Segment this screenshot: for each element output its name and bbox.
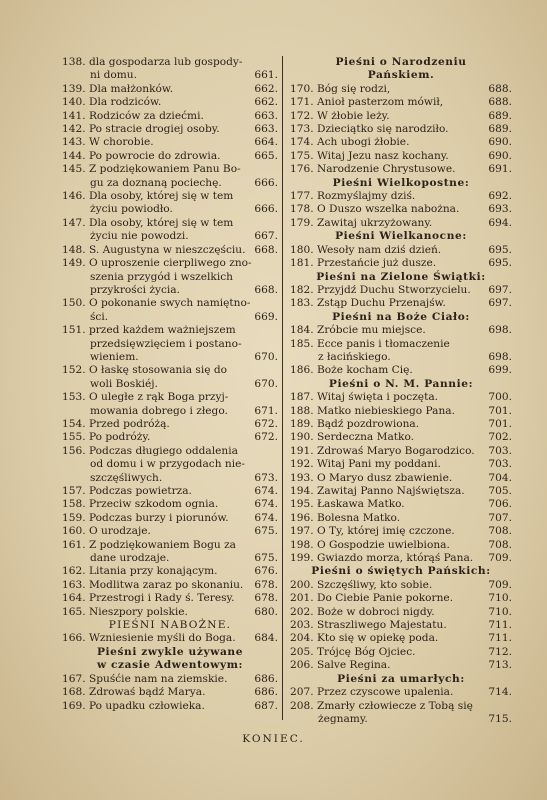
entry-page-number: 662. [254,82,278,95]
entry-page-number: 688. [488,96,512,109]
toc-entry [290,136,512,149]
toc-entry [290,110,512,123]
entry-page-number: 695. [488,257,512,270]
entry-title: 205. Trójcę Bóg Ojciec. [290,645,416,658]
entry-title: 186. Boże kocham Cię. [290,364,413,377]
entry-page-number: 698. [488,350,512,363]
entry-page-number: 670. [254,377,278,390]
toc-entry [290,418,512,431]
toc-entry [62,632,278,645]
entry-page-number: 705. [488,485,512,497]
entry-title-continuation: od domu i w przygodach nie- [90,458,245,471]
entry-title: 149. O uproszenie cierpliwego zno- [62,257,252,270]
toc-entry [290,431,512,444]
toc-entry [290,632,512,645]
entry-page-number: 692. [488,190,512,203]
toc-entry [290,606,512,619]
entry-page-number: 670. [254,350,278,363]
toc-entry [62,217,278,244]
section-heading: Pieśni Wielkanocne: [335,230,467,243]
entry-title-continuation: przedsięwzięciem i postano- [90,337,242,350]
entry-page-number: 676. [254,565,278,578]
toc-entry [290,391,512,404]
entry-title-continuation: żegnamy. [318,712,368,725]
entry-page-number: 689. [488,123,512,136]
entry-title: 160. O urodzaje. [62,525,151,538]
toc-entry [62,244,278,257]
entry-title: 155. Po podróży. [62,431,151,444]
toc-entry [290,659,512,672]
entry-page-number: 669. [254,310,278,323]
entry-page-number: 693. [488,203,512,216]
entry-title-continuation: mowania dobrego i złego. [90,404,228,417]
entry-page-number: 687. [254,699,278,712]
toc-entry [62,391,278,418]
toc-entry [62,579,278,592]
entry-page-number: 684. [254,632,278,645]
entry-title: 193. O Maryo dusz zbawienie. [290,471,453,484]
toc-entry [62,431,278,444]
entry-title: 179. Zawitaj ukrzyżowany. [290,216,433,229]
entry-page-number: 689. [488,109,512,122]
entry-title: 204. Kto się w opiekę poda. [290,632,439,645]
entry-page-number: 674. [254,485,278,497]
right-column [290,56,512,726]
toc-entry [62,445,278,485]
entry-page-number: 691. [488,163,512,176]
toc-entry [290,324,512,337]
entry-title: 158. Przeciw szkodom ognia. [62,498,219,511]
toc-entry [62,673,278,686]
entry-title-continuation: z łacińskiego. [318,350,391,363]
entry-page-number: 665. [254,149,278,162]
entry-title: 184. Zróbcie mu miejsce. [290,324,426,337]
entry-title: 163. Modlitwa zaraz po skonaniu. [62,578,244,591]
entry-title: 189. Bądź pozdrowiona. [290,417,420,430]
entry-title: 177. Rozmyślajmy dziś. [290,190,416,203]
entry-title: 169. Po upadku człowieka. [62,699,205,712]
toc-entry [62,56,278,83]
entry-page-number: 690. [488,136,512,149]
entry-title-continuation: ści. [90,310,109,323]
toc-entry [290,405,512,418]
toc-entry [62,565,278,578]
entry-title: 208. Zmarły człowiecze z Tobą się [290,699,473,712]
toc-entry [290,190,512,203]
entry-page-number: 702. [488,431,512,444]
entry-page-number: 668. [254,243,278,256]
toc-entry [290,297,512,310]
toc-entry [62,324,278,364]
section-heading: Pańskiem. [367,69,435,82]
entry-title: 154. Przed podróżą. [62,417,170,430]
entry-title-continuation: woli Boskiéj. [90,377,158,390]
entry-page-number: 662. [254,96,278,109]
toc-entry [62,257,278,297]
entry-page-number: 663. [254,123,278,136]
entry-title: 171. Anioł pasterzom mówił, [290,96,444,109]
toc-entry [290,338,512,365]
entry-title: 201. Do Ciebie Panie pokorne. [290,592,454,605]
entry-title-continuation: szenia przygód i wszelkich [90,270,233,283]
entry-title: 152. O łaskę stosowania się do [62,364,228,377]
entry-page-number: 704. [488,471,512,484]
toc-entry [62,96,278,109]
entry-title: 191. Zdrowaś Maryo Bogarodzico. [290,444,475,457]
entry-title-continuation: przykrości życia. [90,283,180,296]
entry-page-number: 700. [488,391,512,404]
entry-title-continuation: gu za doznaną pociechę. [90,176,222,189]
toc-entry [62,418,278,431]
entry-title: 162. Litania przy konającym. [62,565,218,578]
entry-title: 192. Witaj Pani my poddani. [290,458,441,471]
entry-title: 178. O Duszo wszelka nabożna. [290,203,460,216]
toc-entry [62,539,278,566]
entry-title: 203. Straszliwego Majestatu. [290,619,447,632]
toc-entry [290,498,512,511]
toc-entry [290,364,512,377]
entry-title-continuation: szczęśliwych. [90,471,163,484]
entry-page-number: 711. [488,632,512,645]
entry-title: 197. O Ty, której imię czczone. [290,525,455,538]
entry-page-number: 663. [254,109,278,122]
toc-entry [290,619,512,632]
entry-title: 190. Serdeczna Matko. [290,431,415,444]
toc-entry [62,83,278,96]
toc-entry [62,150,278,163]
left-column [62,56,278,713]
section-heading: Pieśni o Narodzeniu [335,56,467,68]
entry-page-number: 708. [488,525,512,538]
toc-entry [62,110,278,123]
entry-page-number: 678. [254,578,278,591]
entry-page-number: 703. [488,458,512,471]
entry-title: 185. Ecce panis i tłomaczenie [290,337,450,350]
entry-page-number: 697. [488,297,512,310]
entry-page-number: 698. [488,324,512,337]
entry-title: 175. Witaj Jezu nasz kochany. [290,149,449,162]
toc-entry [62,190,278,217]
entry-title: 207. Przez czyscowe upalenia. [290,686,454,699]
entry-title: 144. Po powrocie do zdrowia. [62,149,221,162]
entry-title: 142. Po stracie drogiej osoby. [62,123,220,136]
entry-title: 140. Dla rodziców. [62,96,162,109]
toc-entry [62,297,278,324]
entry-page-number: 667. [254,230,278,243]
entry-title-continuation: ni domu. [90,69,137,82]
entry-title-continuation: wieniem. [90,350,139,363]
toc-entry [290,163,512,176]
toc-entry [290,445,512,458]
toc-entry [290,150,512,163]
entry-page-number: 661. [254,69,278,82]
entry-title: 182. Przyjdź Duchu Stworzycielu. [290,283,471,296]
section-heading: PIEŚNI NABOŻNE. [108,619,232,632]
entry-page-number: 695. [488,243,512,256]
toc-entry [290,244,512,257]
entry-page-number: 701. [488,417,512,430]
toc-entry [290,646,512,659]
entry-page-number: 674. [254,511,278,524]
entry-title: 196. Bolesna Matko. [290,511,401,524]
entry-title: 138. dla gospodarza lub gospody- [62,56,243,68]
toc-entry [62,592,278,605]
entry-title: 183. Zstąp Duchu Przenajśw. [290,297,446,310]
entry-page-number: 703. [488,444,512,457]
toc-entry [62,606,278,619]
entry-page-number: 710. [488,592,512,605]
entry-title: 176. Narodzenie Chrystusowe. [290,163,456,176]
toc-entry [290,96,512,109]
toc-entry [290,539,512,552]
entry-page-number: 694. [488,216,512,229]
toc-entry [290,512,512,525]
entry-title: 167. Spuśćie nam na ziemskie. [62,672,228,685]
toc-entry [290,700,512,727]
entry-title: 174. Ach ubogi żłobie. [290,136,410,149]
entry-title: 164. Przestrogi i Rady ś. Teresy. [62,592,235,605]
section-heading: Pieśni Wielkopostne: [332,176,470,189]
entry-page-number: 706. [488,498,512,511]
entry-title: 139. Dla małżonków. [62,82,174,95]
entry-title: 195. Łaskawa Matko. [290,498,405,511]
entry-page-number: 710. [488,605,512,618]
entry-page-number: 671. [254,404,278,417]
entry-page-number: 688. [488,82,512,95]
entry-title: 159. Podczas burzy i piorunów. [62,511,229,524]
toc-entry [62,512,278,525]
entry-title: 165. Nieszpory polskie. [62,605,188,618]
entry-page-number: 680. [254,605,278,618]
toc-entry [62,123,278,136]
entry-page-number: 701. [488,404,512,417]
toc-entry [62,498,278,511]
entry-title: 153. O uległe z rąk Boga przyj- [62,391,229,404]
toc-entry [290,686,512,699]
entry-page-number: 690. [488,149,512,162]
entry-title: 166. Wzniesienie myśli do Boga. [62,632,236,645]
entry-title: 199. Gwiazdo morza, którąś Pana. [290,552,474,565]
entry-page-number: 666. [254,203,278,216]
entry-title: 146. Dla osoby, której się w tem [62,190,234,203]
toc-entry [290,83,512,96]
entry-title: 145. Z podziękowaniem Panu Bo- [62,163,241,176]
toc-entry [290,552,512,565]
entry-page-number: 672. [254,417,278,430]
toc-entry [290,203,512,216]
toc-entry [290,472,512,485]
entry-page-number: 672. [254,431,278,444]
entry-page-number: 715. [488,712,512,725]
entry-title: 172. W żłobie leży. [290,109,390,122]
entry-title: 141. Rodziców za dziećmi. [62,109,204,122]
toc-entry [62,525,278,538]
entry-page-number: 713. [488,659,512,672]
toc-entry [62,136,278,149]
entry-page-number: 709. [488,552,512,565]
column-divider [282,56,283,720]
toc-entry [62,163,278,190]
entry-page-number: 673. [254,471,278,484]
entry-page-number: 664. [254,136,278,149]
entry-title: 150. O pokonanie swych namiętno- [62,297,251,310]
entry-title: 202. Boże w dobroci nigdy. [290,605,435,618]
entry-title-continuation: dane urodzaje. [90,552,170,565]
entry-title: 170. Bóg się rodzi, [290,82,391,95]
entry-title: 180. Wesoły nam dziś dzień. [290,243,442,256]
entry-title: 147. Dla osoby, której się w tem [62,216,234,229]
entry-title: 151. przed każdem ważniejszem [62,324,236,337]
entry-title: 157. Podczas powietrza. [62,485,192,497]
entry-page-number: 714. [488,686,512,699]
entry-page-number: 668. [254,283,278,296]
toc-entry [290,579,512,592]
toc-entry [290,592,512,605]
toc-entry [62,485,278,498]
section-heading: Pieśni na Zielone Świątki: [316,270,486,283]
entry-page-number: 678. [254,592,278,605]
entry-page-number: 707. [488,511,512,524]
entry-title-continuation: życiu nie powodzi. [90,230,189,243]
toc-entry [290,485,512,498]
entry-title: 206. Salve Regina. [290,659,391,672]
entry-title: 173. Dzieciątko się narodziło. [290,123,449,136]
entry-page-number: 697. [488,283,512,296]
entry-page-number: 675. [254,552,278,565]
entry-title: 161. Z podziękowaniem Bogu za [62,538,236,551]
section-heading: Pieśni o N. M. Pannie: [328,377,474,390]
entry-title-continuation: życiu powiodło. [90,203,173,216]
toc-entry [62,700,278,713]
section-heading: w czasie Adwentowym: [96,659,244,672]
entry-title: 148. S. Augustyna w nieszczęściu. [62,243,246,256]
entry-page-number: 686. [254,686,278,699]
entry-title: 188. Matko niebieskiego Pana. [290,404,455,417]
entry-page-number: 708. [488,538,512,551]
entry-page-number: 675. [254,525,278,538]
entry-title: 168. Zdrowaś bądź Marya. [62,686,206,699]
entry-page-number: 711. [488,619,512,632]
toc-entry [290,123,512,136]
entry-title: 187. Witaj święta i poczęta. [290,391,439,404]
entry-title: 198. O Gospodzie uwielbiona. [290,538,450,551]
entry-title: 143. W chorobie. [62,136,154,149]
entry-page-number: 709. [488,578,512,591]
toc-entry [290,458,512,471]
toc-entry [290,525,512,538]
section-heading: Pieśni za umarłych: [337,672,465,685]
entry-page-number: 712. [488,645,512,658]
toc-entry [62,686,278,699]
entry-page-number: 674. [254,498,278,511]
toc-entry [62,364,278,391]
entry-page-number: 699. [488,364,512,377]
entry-page-number: 686. [254,672,278,685]
entry-title: 156. Podczas długiego oddalenia [62,444,238,457]
footer-end-mark: KONIEC. [242,733,305,745]
entry-title: 200. Szczęśliwy, kto sobie. [290,578,433,591]
toc-entry [290,284,512,297]
toc-entry [290,257,512,270]
entry-title: 181. Przestańcie już dusze. [290,257,437,270]
section-heading: Pieśni zwykle używane [96,645,244,658]
toc-entry [290,217,512,230]
section-heading: Pieśni na Boże Ciało: [332,310,470,323]
entry-page-number: 666. [254,176,278,189]
entry-title: 194. Zawitaj Panno Najświętsza. [290,485,465,497]
section-heading: Pieśni o świętych Pańskich: [311,565,491,578]
